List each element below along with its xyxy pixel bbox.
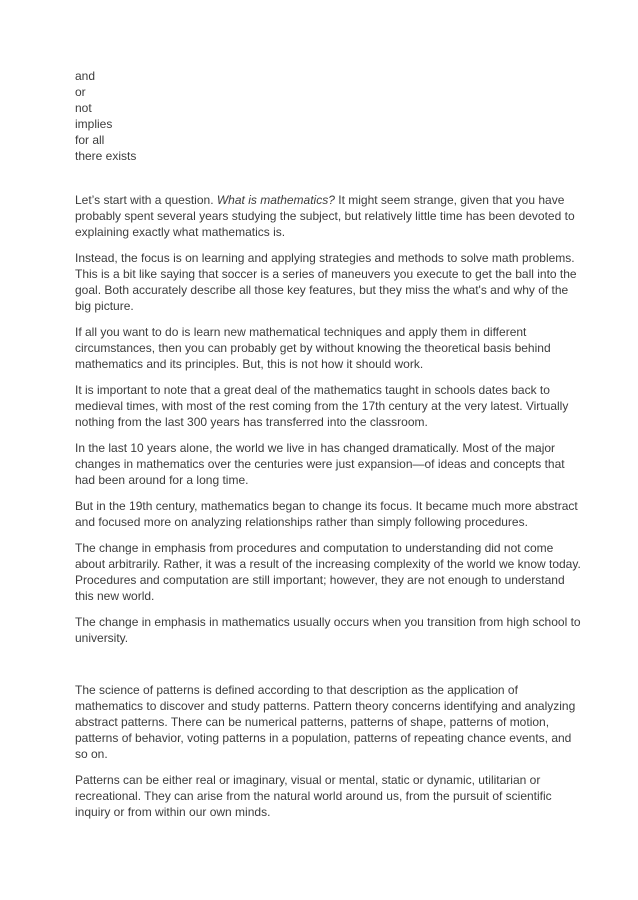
logic-term: or (75, 85, 86, 99)
paragraph: But in the 19th century, mathematics began to change its focus. It became much more abstract and focused more on analyzing relationships rather than simply following procedures. (75, 499, 578, 529)
logic-term: there exists (75, 149, 137, 163)
logic-terms-list (75, 68, 583, 164)
intro-paragraph-rest: It might seem strange, given that you have probably spent several years studying the subject, but relatively little time has been devoted to explaining exactly what mathematics is. (75, 193, 575, 239)
intro-paragraph-lead: Let’s start with a question. (75, 193, 217, 207)
logic-term: for all (75, 133, 105, 147)
paragraph: The science of patterns is defined according to that description as the application of mathematics to discover and study patterns. Pattern theory concerns identifying and analyzing abstract patterns. There can be numerical patterns, patterns of shape, patterns of motion, patterns of behavior, voting patterns in a population, patterns of repeating chance events, and so on. (75, 683, 576, 761)
intro-paragraph-question: What is mathematics? (216, 193, 335, 207)
paragraph: In the last 10 years alone, the world we live in has changed dramatically. Most of the major changes in mathematics over the centuries were just expansion—of ideas and concepts that had been around for a long time. (75, 441, 565, 487)
paragraph: It is important to note that a great deal of the mathematics taught in schools dates back to medieval times, with most of the rest coming from the 17th century at the very latest. Virtually nothing from the last 300 years has transferred into the classroom. (75, 383, 569, 429)
intro-paragraph (75, 192, 583, 240)
paragraph: The change in emphasis from procedures and computation to understanding did not come about arbitrarily. Rather, it was a result of the increasing complexity of the world we know today. Procedures and computation are still important; however, they are not enough to understand this new world. (75, 541, 581, 603)
paragraph: Instead, the focus is on learning and applying strategies and methods to solve math problems. This is a bit like saying that soccer is a series of maneuvers you execute to get the ball into the goal. Both accurately describe all those key features, but they miss the what's and why of the big picture. (75, 251, 577, 313)
document-content (75, 68, 583, 820)
paragraph: The change in emphasis in mathematics usually occurs when you transition from high school to university. (75, 615, 581, 645)
logic-term: implies (75, 117, 113, 131)
logic-term: not (75, 101, 92, 115)
paragraph: Patterns can be either real or imaginary, visual or mental, static or dynamic, utilitarian or recreational. They can arise from the natural world around us, from the pursuit of scientific inquiry or from within our own minds. (75, 773, 552, 819)
paragraph: If all you want to do is learn new mathematical techniques and apply them in different circumstances, then you can probably get by without knowing the theoretical basis behind mathematics and its principles. But, this is not how it should work. (75, 325, 551, 371)
logic-term: and (75, 69, 96, 83)
section-gap (75, 656, 583, 682)
